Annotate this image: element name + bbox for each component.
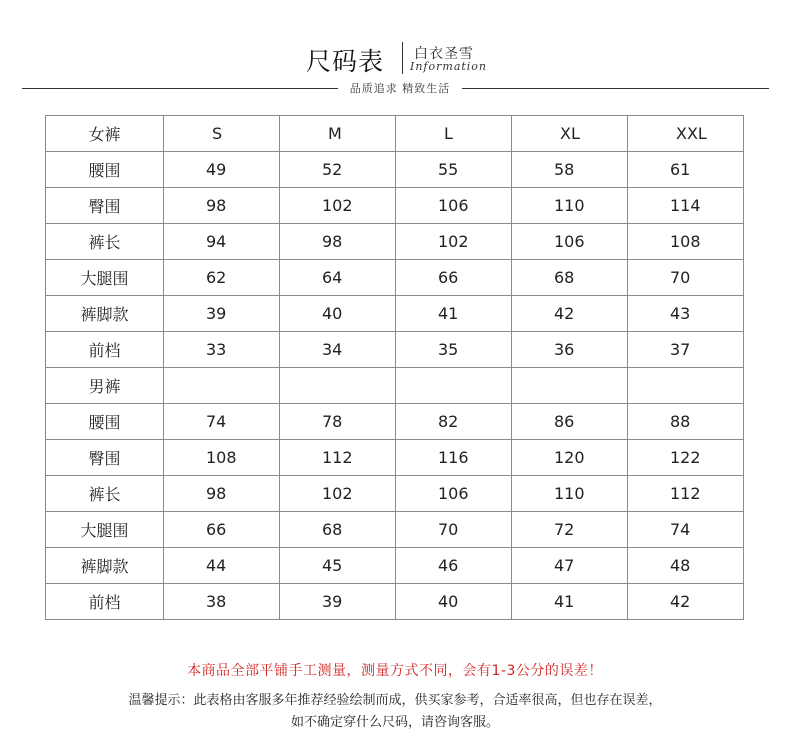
cell-value: 58 [554,160,575,179]
page-header [0,0,790,100]
cell-value: 78 [322,412,343,431]
table-cell [512,188,628,224]
cell-value: 55 [438,160,459,179]
page-title: 尺码表 [306,47,385,76]
table-cell [280,368,396,404]
tip-line-2: 如不确定穿什么尺码，请咨询客服。 [290,715,499,730]
cell-value: 74 [206,412,227,431]
table-cell [396,584,512,620]
table-cell [396,260,512,296]
cell-value: 108 [670,232,701,251]
table-cell [164,440,280,476]
table-cell [512,224,628,260]
cell-value: 106 [438,196,469,215]
cell-value: 82 [438,412,459,431]
cell-value: 98 [206,484,227,503]
cell-value: XL [560,124,580,143]
cell-value: 98 [206,196,227,215]
table-row [46,440,744,476]
cell-value: XXL [676,124,707,143]
table-cell [164,476,280,512]
table-cell [396,548,512,584]
table-cell [280,152,396,188]
table-row [46,188,744,224]
title-divider [402,42,403,74]
table-row [46,296,744,332]
brand-subtitle: Information [410,60,488,73]
table-cell [164,548,280,584]
table-cell [164,332,280,368]
table-cell [280,512,396,548]
table-cell [628,224,744,260]
table-cell [280,296,396,332]
cell-value: 102 [438,232,469,251]
table-cell [280,404,396,440]
table-cell [396,440,512,476]
table-cell [164,296,280,332]
cell-value: S [212,124,223,143]
table-cell [280,548,396,584]
table-cell [512,116,628,152]
table-cell [280,188,396,224]
cell-value: 72 [554,520,575,539]
table-cell [280,116,396,152]
cell-value: 70 [670,268,691,287]
row-label: 大腿围 [46,260,164,296]
table-cell [628,368,744,404]
table-cell [512,368,628,404]
cell-value: L [444,124,453,143]
table-cell [164,512,280,548]
cell-value: 88 [670,412,691,431]
header-rule-right [462,88,769,89]
cell-value: 74 [670,520,691,539]
cell-value: M [328,124,342,143]
table-cell [396,512,512,548]
brand-name: 白衣圣雪 [414,46,474,62]
table-row [46,548,744,584]
row-label: 男裤 [46,368,164,404]
table-cell [280,260,396,296]
table-row [46,404,744,440]
row-label: 裤脚款 [46,296,164,332]
cell-value: 102 [322,484,353,503]
cell-value: 46 [438,556,459,575]
cell-value: 52 [322,160,343,179]
cell-value: 44 [206,556,227,575]
table-row [46,224,744,260]
cell-value: 114 [670,196,701,215]
table-cell [512,512,628,548]
cell-value: 110 [554,196,585,215]
table-row [46,152,744,188]
cell-value: 112 [322,448,353,467]
table-cell [396,116,512,152]
cell-value: 62 [206,268,227,287]
row-label: 腰围 [46,404,164,440]
cell-value: 48 [670,556,691,575]
cell-value: 64 [322,268,343,287]
cell-value: 42 [554,304,575,323]
table-cell [164,260,280,296]
row-label: 前档 [46,332,164,368]
table-cell [396,296,512,332]
table-row [46,368,744,404]
table-cell [512,440,628,476]
cell-value: 110 [554,484,585,503]
cell-value: 40 [438,592,459,611]
table-cell [164,152,280,188]
table-cell [396,332,512,368]
cell-value: 42 [670,592,691,611]
cell-value: 102 [322,196,353,215]
cell-value: 41 [554,592,575,611]
header-rule-left [22,88,338,89]
table-cell [512,296,628,332]
cell-value: 106 [438,484,469,503]
table-cell [512,584,628,620]
cell-value: 66 [206,520,227,539]
table-row [46,260,744,296]
table-cell [628,548,744,584]
table-cell [628,512,744,548]
row-label: 臀围 [46,188,164,224]
table-cell [396,404,512,440]
cell-value: 36 [554,340,575,359]
table-cell [396,188,512,224]
table-cell [628,584,744,620]
table-cell [512,548,628,584]
cell-value: 38 [206,592,227,611]
cell-value: 43 [670,304,691,323]
table-row [46,332,744,368]
cell-value: 47 [554,556,575,575]
table-cell [280,476,396,512]
table-cell [280,584,396,620]
cell-value: 112 [670,484,701,503]
cell-value: 68 [322,520,343,539]
cell-value: 40 [322,304,343,323]
table-header-row [46,116,744,152]
cell-value: 49 [206,160,227,179]
row-label: 大腿围 [46,512,164,548]
table-cell [512,476,628,512]
cell-value: 33 [206,340,227,359]
cell-value: 116 [438,448,469,467]
row-label: 女裤 [46,116,164,152]
table-cell [164,188,280,224]
table-cell [628,404,744,440]
row-label: 腰围 [46,152,164,188]
table-cell [164,224,280,260]
row-label: 裤长 [46,224,164,260]
table-cell [280,224,396,260]
size-table [45,115,744,620]
cell-value: 86 [554,412,575,431]
row-label: 臀围 [46,440,164,476]
table-cell [628,116,744,152]
table-cell [164,584,280,620]
table-cell [396,368,512,404]
cell-value: 120 [554,448,585,467]
row-label: 前档 [46,584,164,620]
cell-value: 61 [670,160,691,179]
table-cell [628,188,744,224]
table-cell [628,296,744,332]
tip-line-1: 温馨提示：此表格由客服多年推荐经验绘制而成，供买家参考，合适率很高，但也存在误差， [128,693,662,708]
cell-value: 122 [670,448,701,467]
cell-value: 70 [438,520,459,539]
cell-value: 37 [670,340,691,359]
cell-value: 68 [554,268,575,287]
table-cell [512,152,628,188]
table-row [46,512,744,548]
cell-value: 39 [322,592,343,611]
table-cell [628,332,744,368]
table-cell [280,332,396,368]
table-cell [396,476,512,512]
table-cell [164,404,280,440]
table-cell [512,260,628,296]
cell-value: 35 [438,340,459,359]
cell-value: 39 [206,304,227,323]
table-row [46,476,744,512]
cell-value: 106 [554,232,585,251]
table-cell [512,404,628,440]
cell-value: 34 [322,340,343,359]
table-row [46,584,744,620]
table-cell [628,476,744,512]
row-label: 裤脚款 [46,548,164,584]
table-cell [512,332,628,368]
cell-value: 45 [322,556,343,575]
tagline: 品质追求 精致生活 [349,82,451,95]
measurement-warning: 本商品全部平铺手工测量，测量方式不同，会有1-3公分的误差！ [187,663,603,679]
table-cell [628,440,744,476]
table-cell [628,260,744,296]
row-label: 裤长 [46,476,164,512]
table-cell [396,152,512,188]
cell-value: 108 [206,448,237,467]
table-cell [396,224,512,260]
cell-value: 98 [322,232,343,251]
table-cell [164,368,280,404]
cell-value: 66 [438,268,459,287]
cell-value: 94 [206,232,227,251]
table-cell [164,116,280,152]
table-cell [628,152,744,188]
cell-value: 41 [438,304,459,323]
table-cell [280,440,396,476]
